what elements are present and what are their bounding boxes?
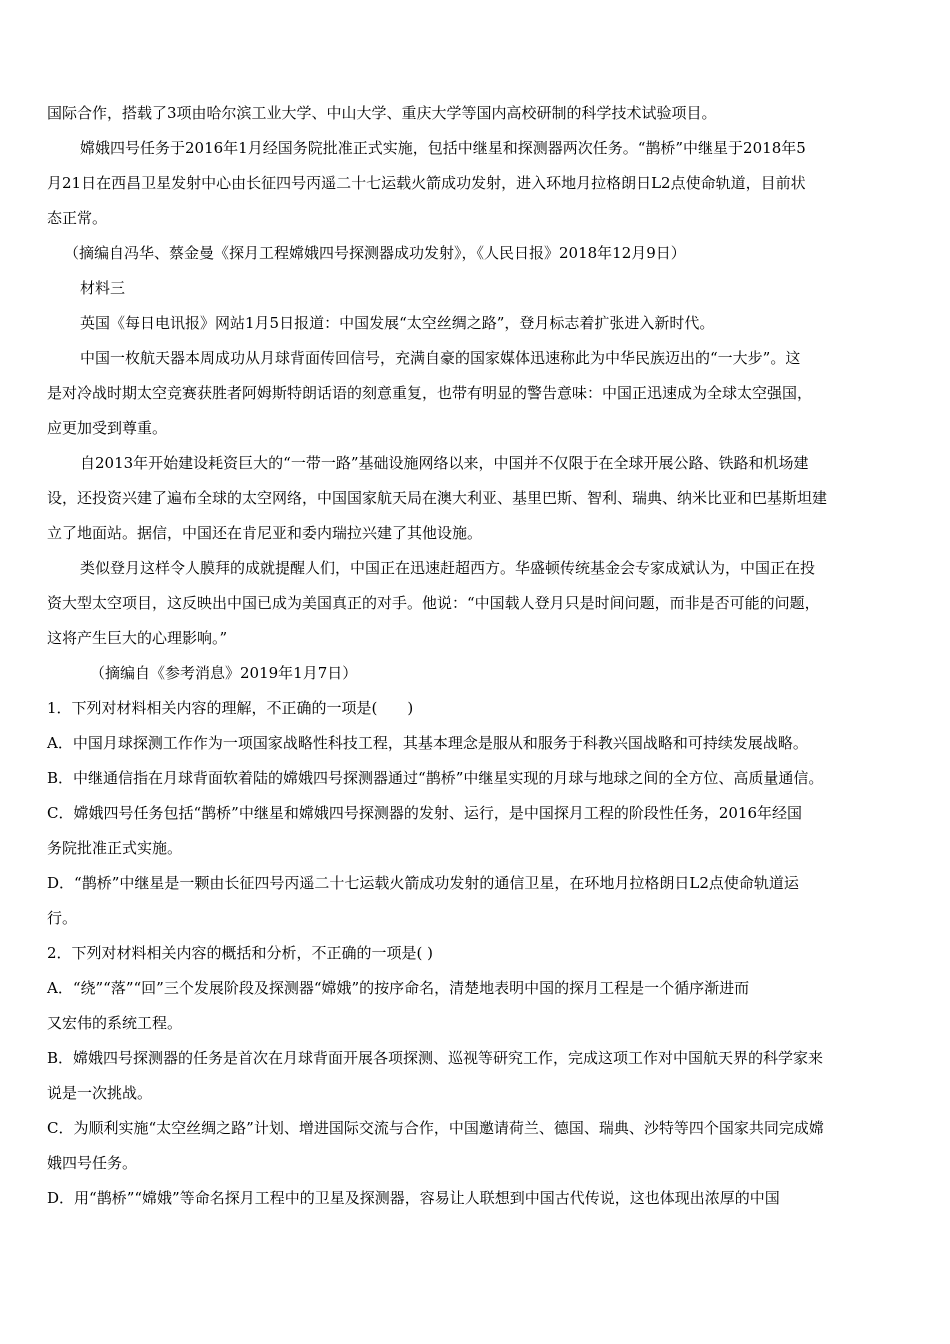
question-1: 1．下列对材料相关内容的理解，不正确的一项是( ) — [47, 699, 414, 717]
text-line: 是对冷战时期太空竞赛获胜者阿姆斯特朗话语的刻意重复，也带有明显的警告意味：中国正迅速成为全球太空强国， — [47, 384, 813, 402]
option-2-b: B．嫦娥四号探测器的任务是首次在月球背面开展各项探测、巡视等研究工作，完成这项工作对中国航天界的科学家来 — [47, 1049, 824, 1067]
option-2-c: C．为顺利实施“太空丝绸之路”计划、增进国际交流与合作，中国邀请荷兰、德国、瑞典、沙特等四个国家共同完成嫦 — [47, 1119, 824, 1137]
option-1-b: B．中继通信指在月球背面软着陆的嫦娥四号探测器通过“鹊桥”中继星实现的月球与地球之间的全方位、高质量通信。 — [47, 769, 824, 787]
option-1-d-cont: 行。 — [47, 909, 78, 927]
source-citation: （摘编自《参考消息》2019年1月7日） — [90, 664, 358, 682]
text-line: 资大型太空项目，这反映出中国已成为美国真正的对手。他说：“中国载人登月只是时间问题，而非是否可能的问题， — [47, 594, 820, 612]
text-line: 这将产生巨大的心理影响。” — [47, 629, 228, 647]
option-1-c: C．嫦娥四号任务包括“鹊桥”中继星和嫦娥四号探测器的发射、运行，是中国探月工程的阶段性任务，2016年经国 — [47, 804, 802, 822]
text-line: 中国一枚航天器本周成功从月球背面传回信号，充满自豪的国家媒体迅速称此为中华民族迈出的“一大步”。这 — [80, 349, 801, 367]
option-1-c-cont: 务院批准正式实施。 — [47, 839, 183, 857]
option-2-a-cont: 又宏伟的系统工程。 — [47, 1014, 183, 1032]
text-line: 态正常。 — [47, 209, 108, 227]
text-line: 自2013年开始建设耗资巨大的“一带一路”基础设施网络以来，中国并不仅限于在全球开展公路、铁路和机场建 — [80, 454, 809, 472]
option-2-a: A．“绕”“落”“回”三个发展阶段及探测器“嫦娥”的按序命名，清楚地表明中国的探月工程是一个循序渐进而 — [47, 979, 750, 997]
text-line: 英国《每日电讯报》网站1月5日报道：中国发展“太空丝绸之路”，登月标志着扩张进入新时代。 — [80, 314, 715, 332]
text-line: 国际合作，搭载了3项由哈尔滨工业大学、中山大学、重庆大学等国内高校研制的科学技术试验项目。 — [47, 104, 717, 122]
option-2-d: D．用“鹊桥”“嫦娥”等命名探月工程中的卫星及探测器，容易让人联想到中国古代传说，这也体现出浓厚的中国 — [47, 1189, 780, 1207]
text-line: 应更加受到尊重。 — [47, 419, 168, 437]
section-heading: 材料三 — [80, 279, 126, 297]
option-2-b-cont: 说是一次挑战。 — [47, 1084, 153, 1102]
source-citation: （摘编自冯华、蔡金曼《探月工程嫦娥四号探测器成功发射》，《人民日报》2018年12月9日） — [64, 244, 686, 262]
option-1-d: D．“鹊桥”中继星是一颗由长征四号丙遥二十七运载火箭成功发射的通信卫星，在环地月拉格朗日L2点使命轨道运 — [47, 874, 799, 892]
text-line: 类似登月这样令人膜拜的成就提醒人们，中国正在迅速赶超西方。华盛顿传统基金会专家成斌认为，中国正在投 — [80, 559, 816, 577]
text-line: 立了地面站。据信，中国还在肯尼亚和委内瑞拉兴建了其他设施。 — [47, 524, 483, 542]
text-line: 月21日在西昌卫星发射中心由长征四号丙遥二十七运载火箭成功发射，进入环地月拉格朗日L2点使命轨道，目前状 — [47, 174, 806, 192]
text-line: 设，还投资兴建了遍布全球的太空网络，中国国家航天局在澳大利亚、基里巴斯、智利、瑞典、纳米比亚和巴基斯坦建 — [47, 489, 828, 507]
option-1-a: A．中国月球探测工作作为一项国家战略性科技工程，其基本理念是服从和服务于科教兴国战略和可持续发展战略。 — [47, 734, 808, 752]
question-2: 2．下列对材料相关内容的概括和分析，不正确的一项是( ) — [47, 944, 434, 962]
option-2-c-cont: 娥四号任务。 — [47, 1154, 138, 1172]
text-line: 嫦娥四号任务于2016年1月经国务院批准正式实施，包括中继星和探测器两次任务。“鹊桥”中继星于2018年5 — [80, 139, 806, 157]
